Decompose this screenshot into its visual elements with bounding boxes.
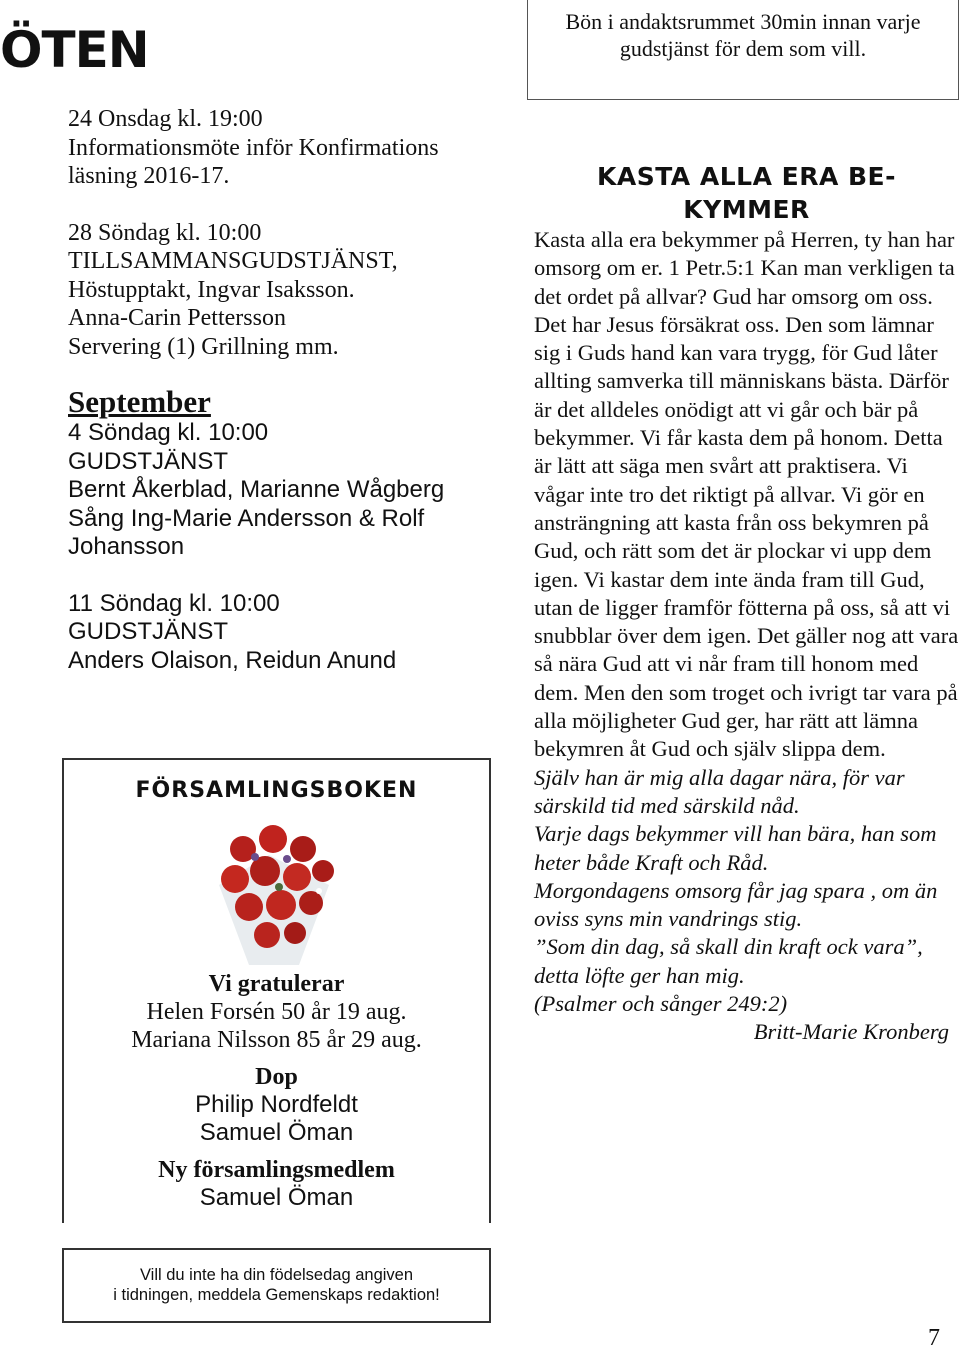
- schedule-column: [68, 105, 518, 703]
- birthday-notice-line: Vill du inte ha din födelsedag angiven: [139, 1266, 414, 1284]
- rose-bouquet-image: [209, 815, 339, 965]
- forsamlingsboken-content: [64, 970, 489, 1212]
- poem-stanza: ”Som din dag, så skall din kraft ock vara”, detta löfte ger han mig.: [534, 934, 923, 988]
- member-entry: Samuel Öman: [199, 1184, 354, 1211]
- schedule-line: TILLSAMMANSGUDSTJÄNST,: [68, 248, 398, 274]
- article-heading: KASTA ALLA ERA BE-: [596, 162, 897, 191]
- prayer-notice-box: [527, 0, 959, 100]
- congrats-heading: Vi gratulerar: [208, 971, 345, 997]
- schedule-entry: [68, 419, 518, 562]
- dop-entry: Philip Nordfeldt: [195, 1091, 358, 1118]
- schedule-day: 28 Söndag kl. 10:00: [68, 219, 262, 246]
- schedule-line: läsning 2016-17.: [68, 163, 230, 189]
- dop-entry: Samuel Öman: [199, 1119, 354, 1146]
- spacer: [64, 1147, 489, 1156]
- schedule-line: Anna-Carin Pettersson: [68, 305, 286, 331]
- schedule-line: GUDSTJÄNST: [68, 618, 229, 645]
- schedule-entry: [68, 105, 518, 191]
- article-heading-continued: KYMMER: [683, 195, 810, 224]
- article-signature: Britt-Marie Kronberg: [753, 1019, 949, 1045]
- forsamlingsboken-title: FÖRSAMLINGSBOKEN: [135, 778, 418, 803]
- schedule-line: Sång Ing-Marie Andersson & Rolf: [68, 504, 425, 532]
- schedule-line: Anders Olaison, Reidun Anund: [68, 646, 397, 674]
- dop-heading: Dop: [255, 1064, 298, 1090]
- poem-source: (Psalmer och sånger 249:2): [534, 991, 788, 1017]
- month-heading: September: [68, 384, 211, 419]
- schedule-line: Servering (1) Grillning mm.: [68, 333, 339, 360]
- congrats-entry: Helen Forsén 50 år 19 aug.: [146, 999, 407, 1025]
- schedule-line: Informationsmöte inför Konfirmations: [68, 134, 439, 161]
- schedule-day: 11 Söndag kl. 10:00: [68, 589, 280, 617]
- birthday-notice-box: [62, 1248, 491, 1323]
- congrats-entry: Mariana Nilsson 85 år 29 aug.: [131, 1027, 422, 1053]
- article-body: Kasta alla era bekymmer på Herren, ty han har omsorg om er. 1 Petr.5:1 Kan man verkligen ta det ordet på allvar? Gud har omsorg om oss. Det har Jesus försäkrat oss. Den som lämnar sig i Guds hand kan vara trygg, för Gud låter allting samverka till människans bästa. Därför är det alldeles onödigt att vi går och bär på bekymmer. Vi får kasta dem på honom. Detta är lätt att säga men svårt att praktisera. Vi vågar inte tro det riktigt på allvar. Vi gör en ansträngning att kasta från oss bekymren på Gud, och rätt som det är plockar vi upp dem igen. Vi kastar dem inte ända fram till Gud, utan de ligger framför fötterna på oss, så att vi snubblar över dem igen. Det gäller nog att vara så nära Gud att vi når fram till honom med dem. Men den som troget och ivrigt tar vara på alla möjligheter Gud ger, har rätt att lämna bekymren åt Gud och själv slippa dem.: [534, 227, 959, 762]
- member-heading: Ny församlingsmedlem: [158, 1157, 395, 1183]
- poem-stanza: Varje dags bekymmer vill han bära, han som heter både Kraft och Råd.: [534, 821, 937, 875]
- schedule-day: 24 Onsdag kl. 19:00: [68, 106, 263, 132]
- page-number: 7: [928, 1325, 940, 1351]
- schedule-entry: [68, 590, 518, 676]
- poem-stanza: Själv han är mig alla dagar nära, för var särskild tid med särskild nåd.: [534, 764, 905, 818]
- spacer: [64, 1054, 489, 1063]
- forsamlingsboken-box: [62, 758, 491, 1223]
- article-column: [534, 160, 959, 1047]
- birthday-notice-line: i tidningen, meddela Gemenskaps redaktion!: [113, 1286, 440, 1304]
- poem-stanza: Morgondagens omsorg får jag spara , om än oviss syns min vandrings stig.: [534, 877, 938, 932]
- schedule-line: GUDSTJÄNST: [68, 447, 229, 475]
- page-title: ÖTEN: [0, 21, 149, 79]
- schedule-entry: [68, 219, 518, 362]
- schedule-day: 4 Söndag kl. 10:00: [68, 419, 269, 446]
- schedule-line: Bernt Åkerblad, Marianne Wågberg: [68, 476, 445, 503]
- schedule-line: Höstupptakt, Ingvar Isaksson.: [68, 276, 355, 303]
- schedule-line: Johansson: [68, 533, 185, 560]
- prayer-notice-text: Bön i andaktsrummet 30min innan varje gudstjänst för dem som vill.: [565, 9, 921, 61]
